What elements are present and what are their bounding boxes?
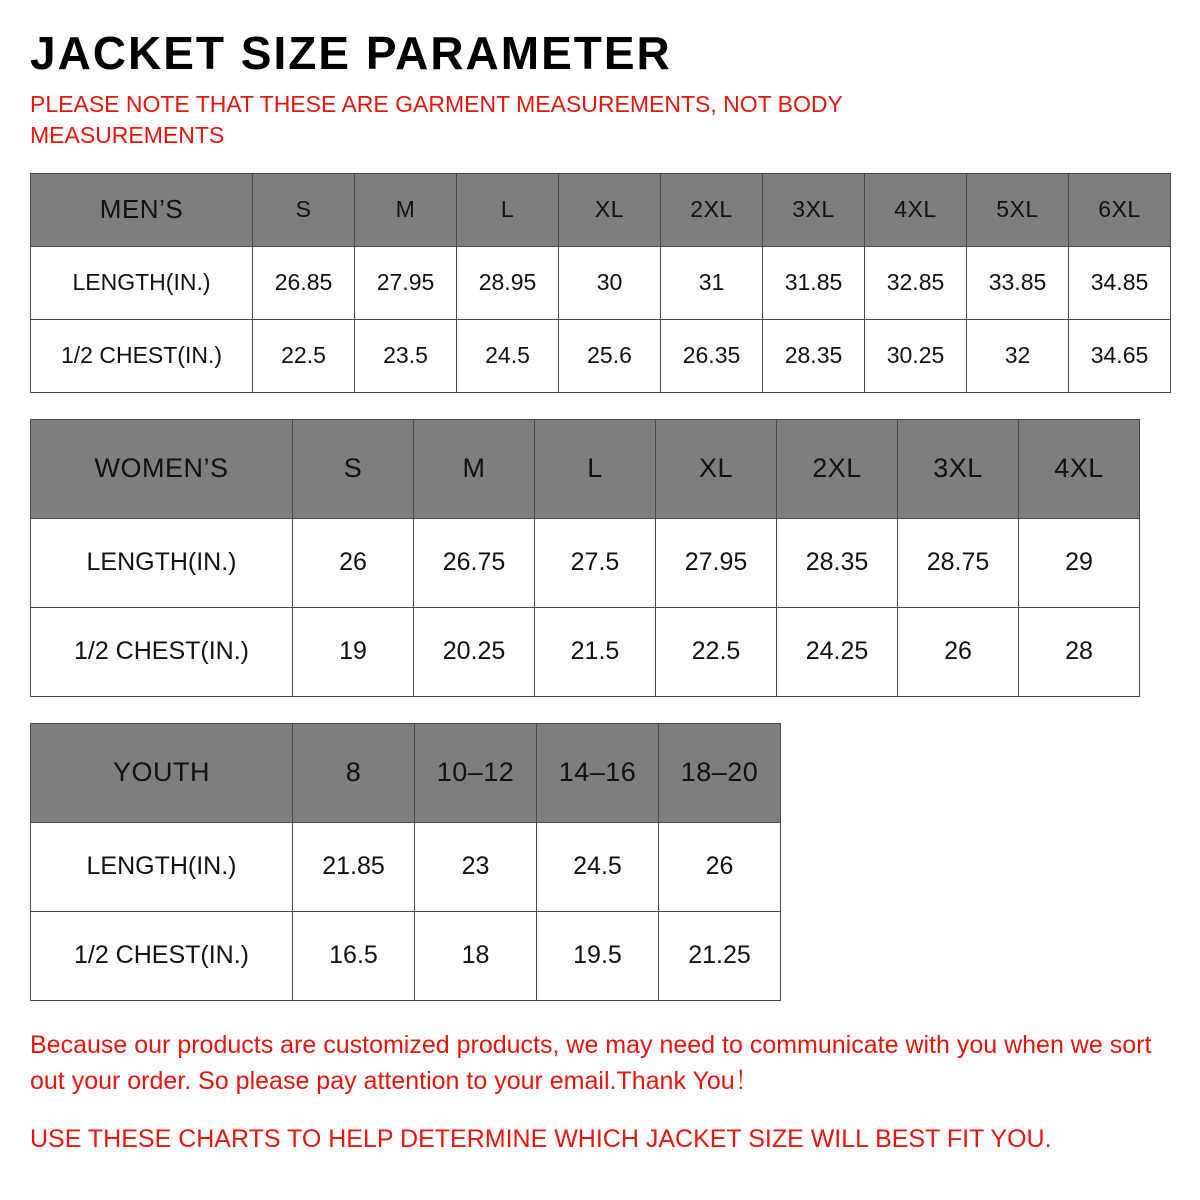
page-title: JACKET SIZE PARAMETER [30,27,672,79]
table-cell: 30 [559,246,661,319]
womens-size-header: M [414,419,535,518]
table-cell: 28 [1019,607,1140,696]
youth-size-header: 18–20 [659,723,781,822]
table-cell: 25.6 [559,319,661,392]
table-cell: 24.5 [457,319,559,392]
table-cell: 27.5 [535,518,656,607]
youth-size-header: 8 [293,723,415,822]
mens-size-header: M [355,173,457,246]
table-cell: 28.75 [898,518,1019,607]
table-cell: 20.25 [414,607,535,696]
table-cell: 32.85 [865,246,967,319]
womens-size-header: 4XL [1019,419,1140,518]
table-cell: 27.95 [355,246,457,319]
table-cell: 30.25 [865,319,967,392]
youth-size-header: 10–12 [415,723,537,822]
youth-size-table [30,723,781,1001]
row-label: LENGTH(IN.) [31,518,293,607]
table-cell: 24.25 [777,607,898,696]
mens-size-header: S [253,173,355,246]
table-cell: 19 [293,607,414,696]
mens-size-header: 6XL [1069,173,1171,246]
table-cell: 21.25 [659,911,781,1000]
womens-size-header: 3XL [898,419,1019,518]
table-cell: 26 [659,822,781,911]
womens-size-header: XL [656,419,777,518]
row-label: 1/2 CHEST(IN.) [31,319,253,392]
table-cell: 23 [415,822,537,911]
table-header-row [31,723,781,822]
womens-category-label: WOMEN’S [31,419,293,518]
table-cell: 28.95 [457,246,559,319]
mens-size-header: 2XL [661,173,763,246]
table-cell: 28.35 [777,518,898,607]
row-label: LENGTH(IN.) [31,246,253,319]
table-row [31,518,1140,607]
table-cell: 24.5 [537,822,659,911]
youth-category-label: YOUTH [31,723,293,822]
mens-size-header: 3XL [763,173,865,246]
table-cell: 27.95 [656,518,777,607]
womens-size-table [30,419,1140,697]
row-label: 1/2 CHEST(IN.) [31,607,293,696]
table-row [31,911,781,1000]
row-label: LENGTH(IN.) [31,822,293,911]
mens-size-header: 4XL [865,173,967,246]
table-cell: 31 [661,246,763,319]
row-label: 1/2 CHEST(IN.) [31,911,293,1000]
table-cell: 18 [415,911,537,1000]
youth-size-header: 14–16 [537,723,659,822]
table-cell: 22.5 [253,319,355,392]
table-cell: 26.35 [661,319,763,392]
table-cell: 34.65 [1069,319,1171,392]
table-cell: 32 [967,319,1069,392]
table-cell: 34.85 [1069,246,1171,319]
table-cell: 21.5 [535,607,656,696]
womens-size-header: S [293,419,414,518]
table-cell: 29 [1019,518,1140,607]
mens-category-label: MEN’S [31,173,253,246]
table-row [31,319,1171,392]
table-cell: 28.35 [763,319,865,392]
table-row [31,822,781,911]
table-row [31,607,1140,696]
table-cell: 19.5 [537,911,659,1000]
table-header-row [31,173,1171,246]
womens-size-header: L [535,419,656,518]
table-cell: 26 [898,607,1019,696]
mens-size-header: L [457,173,559,246]
table-cell: 31.85 [763,246,865,319]
table-cell: 33.85 [967,246,1069,319]
table-cell: 26.85 [253,246,355,319]
customization-note: Because our products are customized products, we may need to communicate with you when we sort out your order. So please pay attention to your email.Thank You！ [30,1030,1152,1095]
table-cell: 23.5 [355,319,457,392]
table-cell: 21.85 [293,822,415,911]
table-cell: 26 [293,518,414,607]
mens-size-table [30,173,1171,393]
table-cell: 22.5 [656,607,777,696]
table-cell: 16.5 [293,911,415,1000]
table-cell: 26.75 [414,518,535,607]
chart-usage-note: USE THESE CHARTS TO HELP DETERMINE WHICH JACKET SIZE WILL BEST FIT YOU. [30,1125,1052,1154]
mens-size-header: XL [559,173,661,246]
mens-size-header: 5XL [967,173,1069,246]
table-row [31,246,1171,319]
table-header-row [31,419,1140,518]
womens-size-header: 2XL [777,419,898,518]
measurement-note: PLEASE NOTE THAT THESE ARE GARMENT MEASUREMENTS, NOT BODY MEASUREMENTS [30,90,843,148]
